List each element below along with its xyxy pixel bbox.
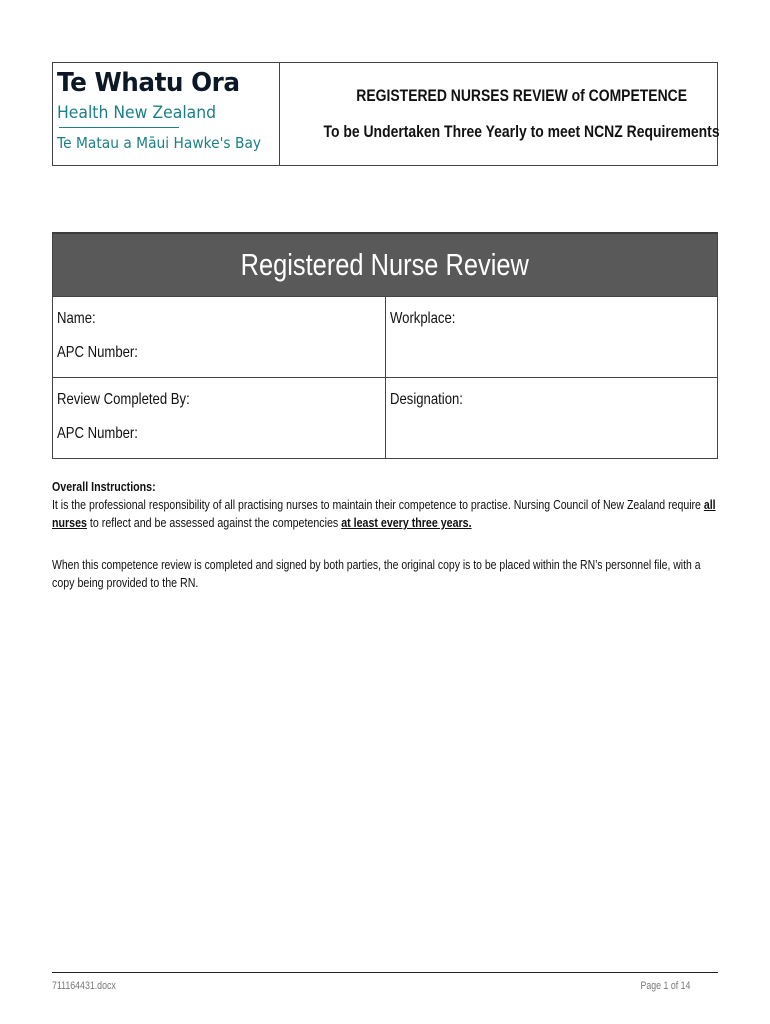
designation-label: Designation: (390, 391, 463, 408)
apc-number-label: APC Number: (57, 344, 138, 361)
p1-emphasis-three-years: at least every three years. (341, 515, 472, 530)
instructions-section (52, 478, 718, 592)
review-heading-bar (53, 232, 717, 296)
document-subtitle: To be Undertaken Three Yearly to meet NCNZ Requirements (323, 122, 720, 141)
review-details-table (52, 232, 718, 459)
organization-logo (53, 63, 280, 165)
logo-title: Te Whatu Ora (57, 68, 240, 98)
document-header (52, 62, 718, 166)
instructions-heading: Overall Instructions: (52, 479, 156, 494)
reviewer-apc-number-label: APC Number: (57, 425, 138, 442)
footer-page-number: Page 1 of 14 (640, 980, 690, 992)
p1-text-2: to reflect and be assessed against the competencies (86, 515, 342, 530)
document-title-block (280, 63, 763, 165)
instructions-paragraph-1-line-2 (52, 514, 598, 532)
instructions-paragraph-2-line-2: copy being provided to the RN. (52, 575, 199, 590)
table-row (53, 296, 717, 377)
table-row (53, 377, 717, 458)
name-label: Name: (57, 310, 96, 327)
designation-cell[interactable] (385, 378, 717, 458)
name-cell[interactable] (53, 297, 385, 377)
footer-filename: 711164431.docx (52, 980, 116, 992)
logo-region: Te Matau a Māui Hawke's Bay (57, 134, 262, 152)
workplace-label: Workplace: (390, 310, 456, 327)
logo-divider (59, 127, 179, 128)
logo-subtitle: Health New Zealand (57, 103, 217, 123)
instructions-paragraph-1-line-1 (52, 496, 716, 514)
p1-emphasis-all: all (703, 497, 716, 512)
footer-divider (52, 972, 718, 973)
reviewer-cell[interactable] (53, 378, 385, 458)
p1-text: It is the professional responsibility of all practising nurses to maintain their competence to practise. Nursing Council of New Zealand require (52, 497, 704, 512)
workplace-cell[interactable] (385, 297, 717, 377)
p1-emphasis-nurses: nurses (52, 515, 87, 530)
instructions-paragraph-2-line-1: When this competence review is completed and signed by both parties, the original copy is to be placed within the RN’s personnel file, with a (52, 557, 701, 572)
review-completed-by-label: Review Completed By: (57, 391, 190, 408)
review-heading: Registered Nurse Review (240, 247, 530, 282)
document-title: REGISTERED NURSES REVIEW of COMPETENCE (355, 86, 687, 105)
